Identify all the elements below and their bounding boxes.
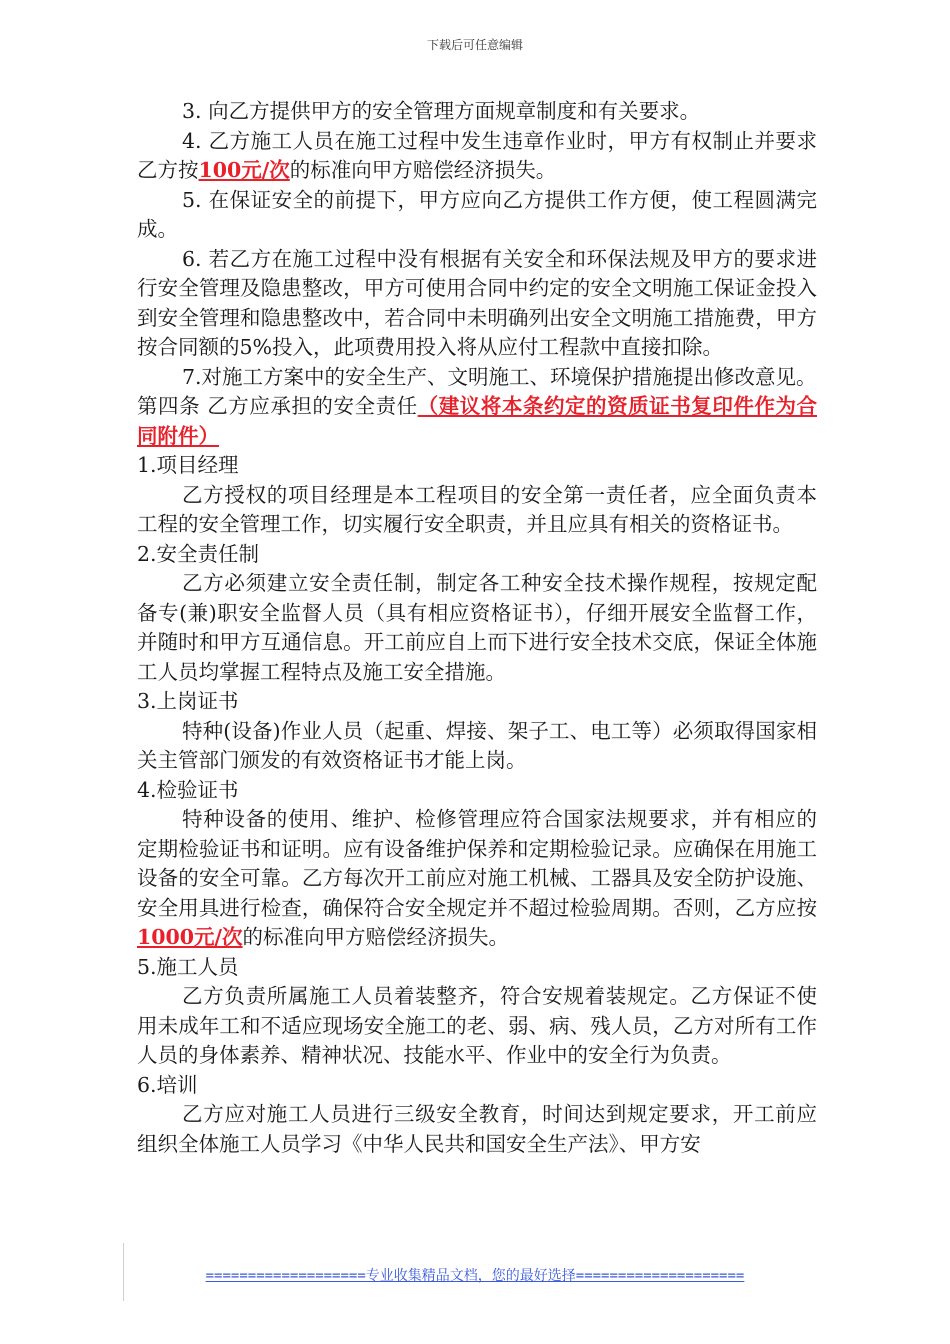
penalty-amount: 100元/次 [198, 158, 290, 182]
section-body-4 [137, 805, 817, 953]
clause-4-tail: 的标准向甲方赔偿经济损失。 [289, 158, 557, 182]
clause-4 [137, 127, 817, 186]
article-4-note: （建议将本条约定的资质证书复印件作为合同附件） [137, 394, 818, 448]
section-body-4-tail: 的标准向甲方赔偿经济损失。 [242, 925, 510, 949]
section-body-1: 乙方授权的项目经理是本工程项目的安全第一责任者，应全面负责本工程的安全管理工作，切实履行安全职责，并且应具有相关的资格证书。 [137, 482, 817, 536]
section-body-2: 乙方必须建立安全责任制，制定各工种安全技术操作规程，按规定配备专(兼)职安全监督人员（具有相应资格证书），仔细开展安全监督工作，并随时和甲方互通信息。开工前应自上而下进行安全技术交底，保证全体施工人员均掌握工程特点及施工安全措施。 [137, 571, 817, 684]
section-heading-3: 3.上岗证书 [137, 689, 239, 713]
clause-4-text: 4. 乙方施工人员在施工过程中发生违章作业时，甲方有权制止并要求乙方按 [137, 128, 817, 182]
section-heading-5: 5.施工人员 [137, 954, 239, 979]
section-heading-6: 6.培训 [137, 1072, 198, 1097]
clause-3: 3. 向乙方提供甲方的安全管理方面规章制度和有关要求。 [182, 99, 701, 123]
clause-6: 6. 若乙方在施工过程中没有根据有关安全和环保法规及甲方的要求进行安全管理及隐患整改，甲方可使用合同中约定的安全文明施工保证金投入到安全管理和隐患整改中，若合同中未明确列出安全文明施工措施费，甲方按合同额的5%投入，此项费用投入将从应付工程款中直接扣除。 [137, 246, 817, 359]
page-header: 下载后可任意编辑 [426, 38, 523, 52]
document-body [137, 97, 817, 1159]
section-heading-2: 2.安全责任制 [137, 541, 260, 566]
section-body-5: 乙方负责所属施工人员着装整齐，符合安规着装规定。乙方保证不使用未成年工和不适应现场安全施工的老、弱、病、残人员，乙方对所有工作人员的身体素养、精神状况、技能水平、作业中的安全行为负责。 [137, 984, 817, 1067]
section-body-6: 乙方应对施工人员进行三级安全教育，时间达到规定要求，开工前应组织全体施工人员学习《中华人民共和国安全生产法》、甲方安 [137, 1102, 817, 1156]
clause-7: 7.对施工方案中的安全生产、文明施工、环境保护措施提出修改意见。 [182, 364, 817, 389]
footer-link[interactable]: ===================专业收集精品文档，您的最好选择==================== [205, 1268, 745, 1284]
article-4-title [137, 392, 817, 451]
section-heading-1: 1.项目经理 [137, 453, 239, 477]
clause-5: 5. 在保证安全的前提下，甲方应向乙方提供工作方便，使工程圆满完成。 [137, 187, 817, 241]
section-heading-4: 4.检验证书 [137, 777, 239, 802]
section-body-3: 特种(设备)作业人员（起重、焊接、架子工、电工等）必须取得国家相关主管部门颁发的有效资格证书才能上岗。 [137, 718, 817, 772]
article-4-heading: 第四条 乙方应承担的安全责任 [137, 394, 418, 418]
penalty-amount-2: 1000元/次 [137, 925, 243, 949]
section-body-4-text: 特种设备的使用、维护、检修管理应符合国家法规要求，并有相应的定期检验证书和证明。应有设备维护保养和定期检验记录。应确保在用施工设备的安全可靠。乙方每次开工前应对施工机械、工器具及安全防护设施、安全用具进行检查，确保符合安全规定并不超过检验周期。否则，乙方应按 [137, 807, 817, 920]
